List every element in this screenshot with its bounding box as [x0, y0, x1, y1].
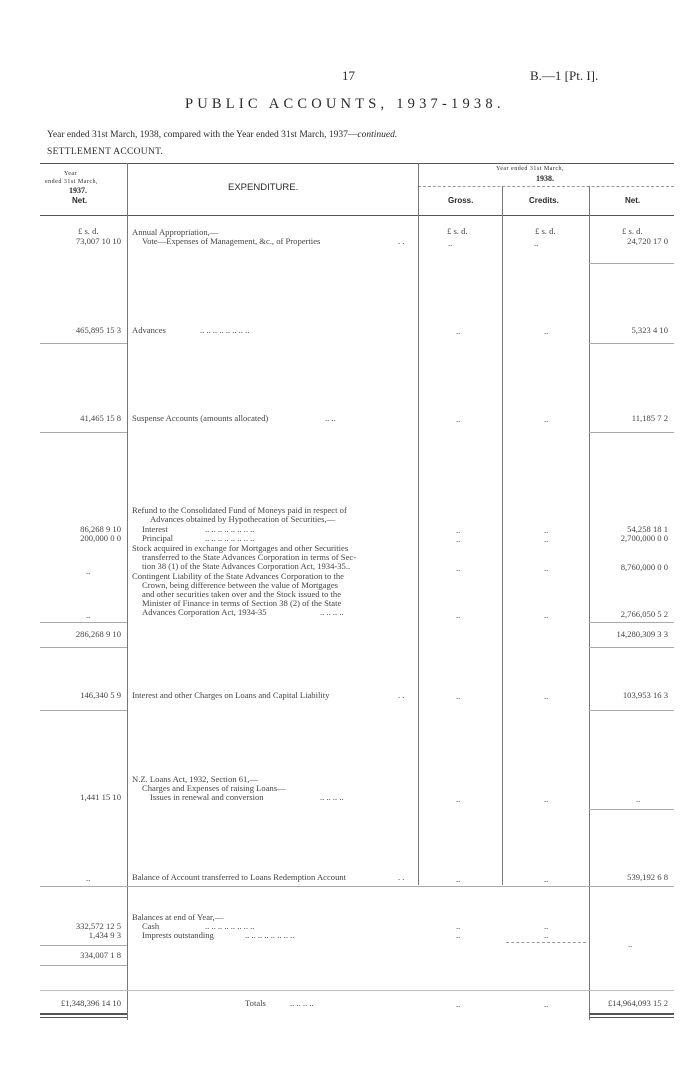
- annual-appropriation-label: Annual Appropriation,—: [132, 227, 219, 237]
- balances-net: ..: [628, 939, 633, 949]
- totals-prev-net: £1,348,396 14 10: [60, 998, 121, 1008]
- balance-transferred-label: Balance of Account transferred to Loans Redemption Account: [132, 872, 347, 882]
- annual-gross: ..: [448, 238, 453, 248]
- annual-net: 24,720 17 0: [627, 236, 668, 246]
- annual-credits: ..: [534, 238, 539, 248]
- annual-prev-net: 73,007 10 10: [75, 236, 121, 246]
- subtitle-main: Year ended 31st March, 1938, compared with the Year ended 31st March, 1937—: [47, 130, 358, 140]
- nz-loans-act-line1: N.Z. Loans Act, 1932, Section 61,—: [132, 774, 259, 784]
- suspense-credits: ..: [544, 414, 549, 424]
- lsd-gross: £ s. d.: [447, 226, 468, 236]
- contingent-label-line1: Contingent Liability of the State Advances Corporation to the: [132, 571, 344, 581]
- refund-label-line2: Advances obtained by Hypothecation of Securities,—: [150, 514, 336, 524]
- col-divider-2: [418, 163, 419, 885]
- right-year-line2: 1938.: [536, 174, 554, 183]
- leader: .. .. .. .. .. .. .. ..: [205, 524, 255, 534]
- balances-end-label: Balances at end of Year,—: [132, 912, 224, 922]
- row-rule: [40, 886, 674, 887]
- refund-total-net: 14,280,309 3 3: [616, 629, 668, 639]
- credits-header: Credits.: [529, 196, 559, 205]
- row-rule: [589, 809, 674, 810]
- col-divider-3: [502, 186, 503, 885]
- balance-prev-net: ..: [86, 873, 91, 883]
- col-divider-1: [127, 163, 128, 1020]
- leader: .. .. .. ..: [320, 792, 344, 802]
- leader: .. .. .. ..: [290, 998, 314, 1008]
- imprests-label: Imprests outstanding: [142, 930, 214, 940]
- expenditure-header: EXPENDITURE.: [228, 182, 299, 193]
- lsd-credits: £ s. d.: [535, 226, 556, 236]
- stock-prev-net: ..: [86, 566, 91, 576]
- contingent-label-line5: Advances Corporation Act, 1934-35: [142, 607, 267, 617]
- nz-gross: ..: [456, 794, 461, 804]
- totals-credits: ..: [544, 999, 549, 1009]
- contingent-label-line3: and other securities taken over and the Stock issued to the: [142, 589, 342, 599]
- lsd-left: £ s. d.: [78, 226, 99, 236]
- right-year-line1: Year ended 31st March,: [496, 166, 565, 172]
- nz-credits: ..: [544, 794, 549, 804]
- principal-credits: ..: [544, 534, 549, 544]
- balance-credits: ..: [544, 874, 549, 884]
- row-rule: [40, 343, 127, 344]
- leader: . .: [398, 872, 405, 882]
- imprests-gross: ..: [456, 930, 461, 940]
- page-number: 17: [342, 68, 355, 83]
- stock-credits: ..: [544, 563, 549, 573]
- nz-loans-act-line2: Charges and Expenses of raising Loans—: [142, 783, 286, 793]
- row-rule: [589, 647, 674, 648]
- balance-gross: ..: [456, 874, 461, 884]
- nz-net: ..: [636, 794, 641, 804]
- nz-prev-net: 1,441 15 10: [80, 792, 121, 802]
- totals-net: £14,964,093 15 2: [607, 998, 668, 1008]
- loans-net: 103,953 16 3: [622, 690, 668, 700]
- suspense-gross: ..: [456, 414, 461, 424]
- subtotal-rule: [506, 942, 586, 943]
- stock-label-line3: tion 38 (1) of the State Advances Corporation Act, 1934-35..: [142, 561, 351, 571]
- nz-loans-act-line3: Issues in renewal and conversion: [150, 792, 264, 802]
- leader: .. .. .. ..: [320, 607, 344, 617]
- row-rule: [40, 965, 127, 966]
- totals-top-rule: [40, 990, 674, 991]
- balance-net: 539,192 6 8: [627, 872, 668, 882]
- lsd-net: £ s. d.: [622, 226, 643, 236]
- contingent-credits: ..: [544, 610, 549, 620]
- left-year-line1: Year: [64, 171, 78, 177]
- imprests-credits: ..: [544, 930, 549, 940]
- row-rule: [40, 432, 127, 433]
- contingent-label-line4: Minister of Finance in terms of Section 38 (2) of the State: [142, 598, 342, 608]
- leader: .. .. .. .. .. .. .. ..: [200, 325, 250, 335]
- left-net-header: Net.: [72, 196, 88, 205]
- row-rule: [589, 343, 674, 344]
- totals-label: Totals: [245, 998, 266, 1008]
- imprests-prev-net: 1,434 9 3: [88, 930, 121, 940]
- contingent-net: 2,766,050 5 2: [620, 609, 668, 619]
- advances-gross: ..: [456, 326, 461, 336]
- suspense-label: Suspense Accounts (amounts allocated): [132, 413, 269, 423]
- cash-prev-net: 332,572 12 5: [75, 921, 121, 931]
- row-rule: [589, 263, 674, 264]
- net-header: Net.: [625, 196, 641, 205]
- loans-prev-net: 146,340 5 9: [80, 690, 121, 700]
- leader: . .: [398, 236, 405, 246]
- stock-label-line2: transferred to the State Advances Corporation in terms of Sec-: [142, 552, 357, 562]
- left-year-line3: 1937.: [69, 186, 87, 195]
- loans-gross: ..: [456, 691, 461, 701]
- contingent-gross: ..: [456, 610, 461, 620]
- cash-credits: ..: [544, 921, 549, 931]
- loans-interest-label: Interest and other Charges on Loans and Capital Liability: [132, 690, 330, 700]
- suspense-net: 11,185 7 2: [631, 413, 668, 423]
- row-rule: [589, 622, 674, 623]
- loans-credits: ..: [544, 691, 549, 701]
- interest-label: Interest: [142, 524, 168, 534]
- interest-credits: ..: [544, 525, 549, 535]
- advances-prev-net: 465,895 15 3: [75, 325, 121, 335]
- principal-prev-net: 200,000 0 0: [80, 533, 121, 543]
- row-rule: [40, 622, 127, 623]
- totals-gross: ..: [456, 999, 461, 1009]
- contingent-label-line2: Crown, being difference between the value of Mortgages: [142, 580, 338, 590]
- row-rule: [589, 710, 674, 711]
- totals-double-rule-right: [589, 1013, 674, 1015]
- table-top-rule: [40, 163, 674, 164]
- leader: .. ..: [325, 413, 336, 423]
- section-title: SETTLEMENT ACCOUNT.: [47, 147, 164, 157]
- row-rule: [40, 647, 127, 648]
- principal-label: Principal: [142, 533, 174, 543]
- leader: . .: [398, 690, 405, 700]
- row-rule: [589, 432, 674, 433]
- left-year-line2: ended 31st March,: [45, 179, 98, 185]
- interest-net: 54,258 18 1: [627, 524, 668, 534]
- header-bottom-rule: [40, 215, 674, 216]
- page-title: PUBLIC ACCOUNTS, 1937-1938.: [185, 96, 505, 112]
- document-reference: B.—1 [Pt. I].: [530, 68, 599, 83]
- refund-total-prev-net: 286,268 9 10: [75, 629, 121, 639]
- principal-gross: ..: [456, 534, 461, 544]
- stock-gross: ..: [456, 563, 461, 573]
- refund-label-line1: Refund to the Consolidated Fund of Moneys paid in respect of: [132, 505, 347, 515]
- totals-double-rule-left: [40, 1013, 127, 1015]
- balances-total-prev-net: 334,007 1 8: [80, 950, 121, 960]
- col-divider-4: [589, 186, 590, 1020]
- suspense-prev-net: 41,465 15 8: [80, 413, 121, 423]
- totals-double-rule-right-2: [589, 1017, 674, 1018]
- leader: .. .. .. .. .. .. .. ..: [205, 921, 255, 931]
- leader: .. .. .. .. .. .. .. ..: [245, 930, 295, 940]
- row-rule: [40, 945, 127, 946]
- advances-label: Advances: [132, 325, 166, 335]
- contingent-prev-net: ..: [86, 610, 91, 620]
- interest-prev-net: 86,268 9 10: [80, 524, 121, 534]
- advances-net: 5,323 4 10: [631, 325, 668, 335]
- row-rule: [40, 710, 127, 711]
- vote-management-label: Vote—Expenses of Management, &c., of Properties: [142, 236, 321, 246]
- gross-header: Gross.: [448, 196, 474, 205]
- header-subrule: [418, 186, 674, 187]
- totals-double-rule-left-2: [40, 1017, 127, 1018]
- cash-gross: ..: [456, 921, 461, 931]
- advances-credits: ..: [544, 326, 549, 336]
- stock-net: 8,760,000 0 0: [620, 562, 668, 572]
- subtitle: [47, 130, 397, 140]
- leader: .. .. .. .. .. .. .. ..: [205, 533, 255, 543]
- cash-label: Cash: [142, 921, 160, 931]
- interest-gross: ..: [456, 525, 461, 535]
- subtitle-continued: continued.: [357, 130, 398, 140]
- principal-net: 2,700,000 0 0: [620, 533, 668, 543]
- stock-label-line1: Stock acquired in exchange for Mortgages and other Securities: [132, 543, 349, 553]
